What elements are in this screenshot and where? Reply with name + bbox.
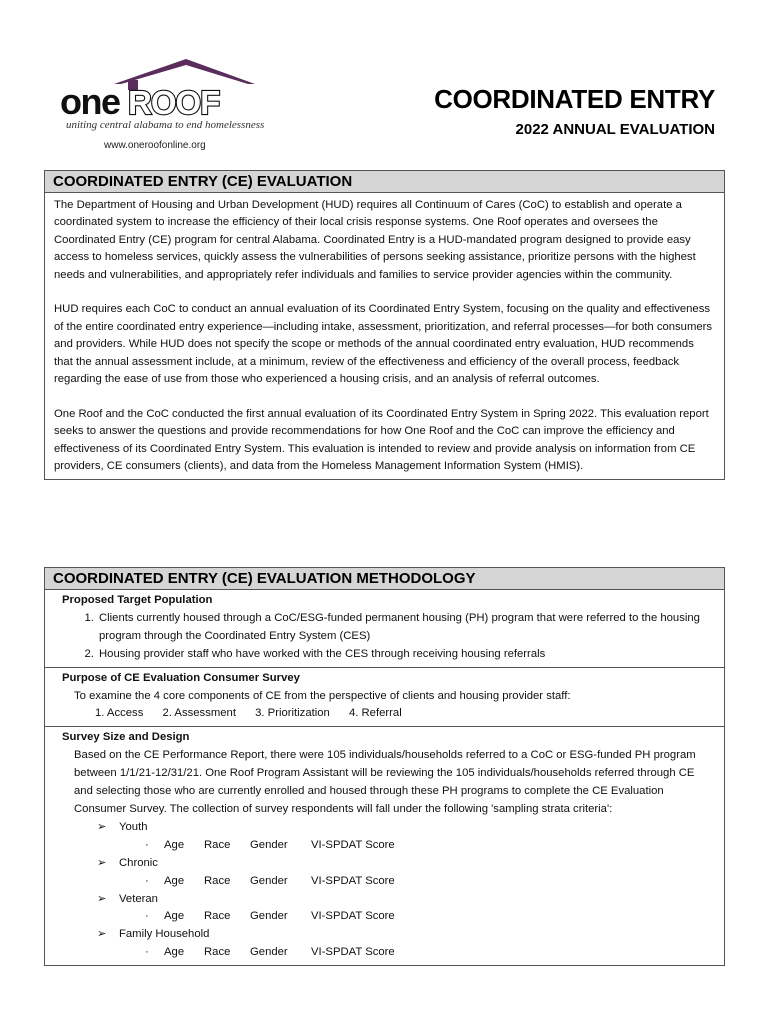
core-components (62, 705, 714, 723)
website-url: www.oneroofonline.org (104, 140, 206, 151)
stratum-veteran: ➢ Veteran (62, 891, 714, 909)
bullet-dot-icon: · (145, 874, 149, 887)
survey-design (45, 727, 724, 965)
document-title: COORDINATED ENTRY (434, 84, 715, 114)
criteria-row: · Age Race Gender VI-SPDAT Score (62, 837, 714, 855)
target-population-title: Proposed Target Population (62, 594, 213, 606)
methodology-heading: COORDINATED ENTRY (CE) EVALUATION METHODOLOGY (45, 568, 724, 590)
survey-purpose (45, 668, 724, 728)
bullet-dot-icon: · (145, 910, 149, 923)
evaluation-section (44, 170, 725, 480)
evaluation-paragraph: One Roof and the CoC conducted the first annual evaluation of its Coordinated Entry System in Spring 2022. This evaluation report seeks to answer the questions and provide recommendations for how One Roof and the CoC can improve the efficiency and effectiveness of its Coordinated Entry System. This evaluation is intended to review and provide analysis on information from CE providers, CE consumers (clients), and data from the Homeless Management Information System (HMIS). (54, 407, 709, 473)
arrow-bullet-icon: ➢ (97, 928, 107, 941)
house-roof-icon (58, 56, 263, 120)
component-referral: 4. Referral (348, 707, 402, 720)
strata-list (62, 819, 714, 962)
methodology-section (44, 567, 725, 966)
component-assessment: 2. Assessment (162, 707, 236, 720)
bullet-dot-icon: · (145, 946, 149, 959)
stratum-family-household: ➢ Family Household (62, 926, 714, 944)
stratum-youth: ➢ Youth (62, 819, 714, 837)
evaluation-paragraph: HUD requires each CoC to conduct an annual evaluation of its Coordinated Entry System, focusing on the quality and effectiveness of the entire coordinated entry experience—including intake, assessment, prioritization, and referral processes—for both consumers and providers. While HUD does not specify the scope or methods of the annual coordinated entry evaluation, HUD recommends that the annual assessment include, at a minimum, review of the effectiveness and efficiency of the overall process, feedback regarding the ease of use from those who experienced a housing crisis, and an analysis of referral outcomes. (54, 303, 713, 386)
survey-design-text: Based on the CE Performance Report, there were 105 individuals/households referred to a CoC or ESG-funded PH program between 1/1/21-12/31/21. One Roof Program Assistant will be reviewing the 105 individuals/households referred through CE and selecting those who are currently enrolled and housed through these PH programs to complete the CE Evaluation Consumer Survey. The collection of survey respondents will fall under the following 'sampling strata criteria': (74, 749, 696, 815)
list-item: 1. Clients currently housed through a CoC/ESG-funded permanent housing (PH) program that were referred to the housing program through the Coordinated Entry System (CES) (97, 610, 714, 646)
component-prioritization: 3. Prioritization (255, 707, 330, 720)
criteria-row: · Age Race Gender VI-SPDAT Score (62, 944, 714, 962)
survey-purpose-text: To examine the 4 core components of CE from the perspective of clients and housing provider staff: (74, 689, 571, 702)
bullet-dot-icon: · (145, 838, 149, 851)
survey-purpose-title: Purpose of CE Evaluation Consumer Survey (62, 671, 300, 684)
arrow-bullet-icon: ➢ (97, 892, 107, 905)
logo-text: one (60, 81, 120, 120)
svg-text:ROOF: ROOF (128, 84, 220, 120)
component-access: 1. Access (95, 707, 144, 720)
survey-design-title: Survey Size and Design (62, 731, 190, 744)
arrow-bullet-icon: ➢ (97, 820, 107, 833)
list-item: 2. Housing provider staff who have worked with the CES through receiving housing referrals (97, 646, 714, 664)
target-population (45, 590, 724, 668)
evaluation-paragraph: The Department of Housing and Urban Development (HUD) requires all Continuum of Cares (CoC) to establish and operate a coordinated system to increase the efficiency of their local crisis response systems. One Roof operates and oversees the Coordinated Entry (CE) program for central Alabama. Coordinated Entry is a HUD-mandated program designed to provide easy access to homeless services, quickly assess the vulnerabilities of persons seeking assistance, prioritize persons with the highest needs and vulnerabilities, and appropriately refer individuals and families to service provider agencies within the community. (54, 199, 696, 281)
document-subtitle: 2022 ANNUAL EVALUATION (515, 121, 715, 138)
evaluation-body (45, 193, 724, 479)
evaluation-heading: COORDINATED ENTRY (CE) EVALUATION (45, 171, 724, 193)
logo-tagline: uniting central alabama to end homelessness (66, 119, 265, 131)
criteria-row: · Age Race Gender VI-SPDAT Score (62, 873, 714, 891)
target-population-list (62, 610, 714, 664)
arrow-bullet-icon: ➢ (97, 856, 107, 869)
criteria-row: · Age Race Gender VI-SPDAT Score (62, 908, 714, 926)
stratum-chronic: ➢ Chronic (62, 855, 714, 873)
